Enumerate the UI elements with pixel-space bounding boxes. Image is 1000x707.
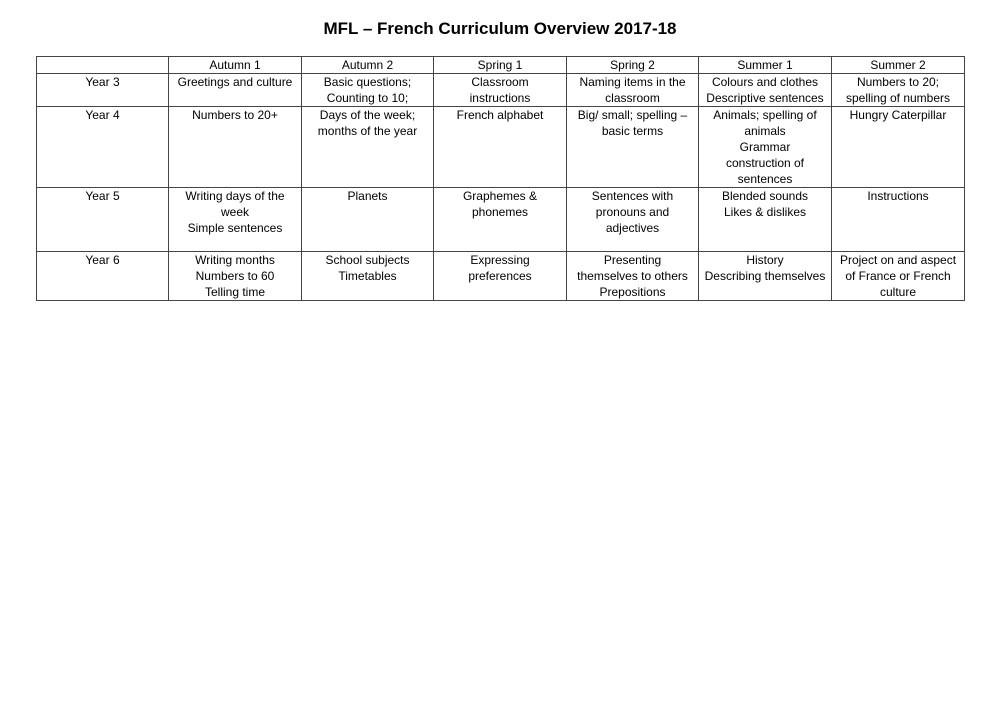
cell-text-line: Timetables: [338, 269, 397, 283]
table-row: [37, 107, 965, 188]
cell-text-line: Colours and clothes: [711, 75, 819, 89]
cell-text-line: classroom: [605, 91, 660, 105]
table-cell-summer-1: [699, 188, 832, 252]
cell-text-line: Project on and aspect: [839, 253, 957, 267]
column-header-summer-2: Summer 2: [832, 57, 965, 74]
document-title: MFL – French Curriculum Overview 2017-18: [323, 19, 677, 38]
table-cell-autumn-2: [302, 74, 434, 107]
cell-text-line: Numbers to 20;: [856, 75, 940, 89]
cell-text-line: Numbers to 20+: [192, 108, 278, 122]
row-label-cell: Year 6: [37, 252, 169, 301]
cell-text-line: Animals; spelling of: [713, 108, 817, 122]
row-label-cell: Year 4: [37, 107, 169, 188]
table-cell-spring-2: [567, 188, 699, 252]
cell-text-line: of France or French: [845, 269, 951, 283]
corner-cell: [37, 57, 169, 74]
header-row: [37, 57, 965, 74]
curriculum-table: [36, 56, 965, 301]
cell-text-line: Prepositions: [599, 285, 666, 299]
cell-text-line: sentences: [737, 172, 793, 186]
table-cell-summer-2: [832, 252, 965, 301]
table-cell-autumn-2: [302, 188, 434, 252]
column-header-spring-2: Spring 2: [567, 57, 699, 74]
cell-text-line: basic terms: [601, 124, 664, 138]
table-cell-spring-2: [567, 74, 699, 107]
column-header-autumn-1: Autumn 1: [169, 57, 302, 74]
cell-text-line: Grammar: [739, 140, 791, 154]
cell-text-line: French alphabet: [456, 108, 544, 122]
cell-text-line: construction of: [725, 156, 805, 170]
column-header-autumn-2: Autumn 2: [302, 57, 434, 74]
cell-text-line: Telling time: [204, 285, 266, 299]
table-cell-summer-1: [699, 74, 832, 107]
table-cell-spring-2: [567, 252, 699, 301]
cell-text-line: themselves to others: [577, 269, 688, 283]
cell-text-line: animals: [744, 124, 786, 138]
cell-text-line: Blended sounds: [721, 189, 809, 203]
table-cell-autumn-1: [169, 188, 302, 252]
cell-text-line: Basic questions;: [323, 75, 412, 89]
cell-text-line: Simple sentences: [187, 221, 283, 235]
cell-text-line: Graphemes &: [462, 189, 538, 203]
cell-text-line: instructions: [469, 91, 531, 105]
cell-text-line: Big/ small; spelling –: [577, 108, 688, 122]
cell-text-line: Numbers to 60: [195, 269, 275, 283]
table-cell-autumn-2: [302, 107, 434, 188]
table-cell-spring-2: [567, 107, 699, 188]
column-header-summer-1: Summer 1: [699, 57, 832, 74]
cell-text-line: Describing themselves: [704, 269, 826, 283]
cell-text-line: culture: [879, 285, 917, 299]
table-cell-summer-1: [699, 107, 832, 188]
cell-text-line: History: [746, 253, 784, 267]
table-cell-autumn-1: [169, 107, 302, 188]
cell-text-line: adjectives: [605, 221, 660, 235]
table-cell-spring-1: [434, 107, 567, 188]
column-header-spring-1: Spring 1: [434, 57, 567, 74]
cell-text-line: Hungry Caterpillar: [849, 108, 947, 122]
cell-text-line: Classroom: [471, 75, 529, 89]
cell-text-line: preferences: [468, 269, 532, 283]
cell-text-line: Descriptive sentences: [706, 91, 824, 105]
table-cell-autumn-1: [169, 252, 302, 301]
cell-text-line: School subjects: [325, 253, 410, 267]
table-cell-spring-1: [434, 74, 567, 107]
cell-text-line: Sentences with: [591, 189, 674, 203]
cell-text-line: Planets: [347, 189, 388, 203]
table-cell-summer-1: [699, 252, 832, 301]
table-cell-spring-1: [434, 252, 567, 301]
cell-text-line: months of the year: [317, 124, 418, 138]
cell-text-line: pronouns and: [595, 205, 670, 219]
cell-text-line: Writing days of the: [185, 189, 285, 203]
table-cell-summer-2: [832, 107, 965, 188]
cell-text-line: phonemes: [471, 205, 529, 219]
cell-text-line: Days of the week;: [319, 108, 416, 122]
cell-text-line: Writing months: [195, 253, 275, 267]
cell-text-line: Likes & dislikes: [723, 205, 807, 219]
table-cell-autumn-2: [302, 252, 434, 301]
cell-text-line: Greetings and culture: [177, 75, 293, 89]
row-label-cell: Year 3: [37, 74, 169, 107]
table-cell-summer-2: [832, 188, 965, 252]
row-label-cell: Year 5: [37, 188, 169, 252]
table-cell-spring-1: [434, 188, 567, 252]
table-row: [37, 74, 965, 107]
table-cell-autumn-1: [169, 74, 302, 107]
table-row: [37, 252, 965, 301]
cell-text-line: Expressing: [470, 253, 530, 267]
cell-text-line: week: [220, 205, 249, 219]
table-body: [37, 74, 965, 301]
cell-text-line: spelling of numbers: [845, 91, 951, 105]
table-row: [37, 188, 965, 252]
cell-text-line: Presenting: [603, 253, 662, 267]
cell-text-line: Naming items in the: [579, 75, 686, 89]
cell-text-line: Instructions: [867, 189, 929, 203]
table-cell-summer-2: [832, 74, 965, 107]
cell-text-line: Counting to 10;: [326, 91, 409, 105]
